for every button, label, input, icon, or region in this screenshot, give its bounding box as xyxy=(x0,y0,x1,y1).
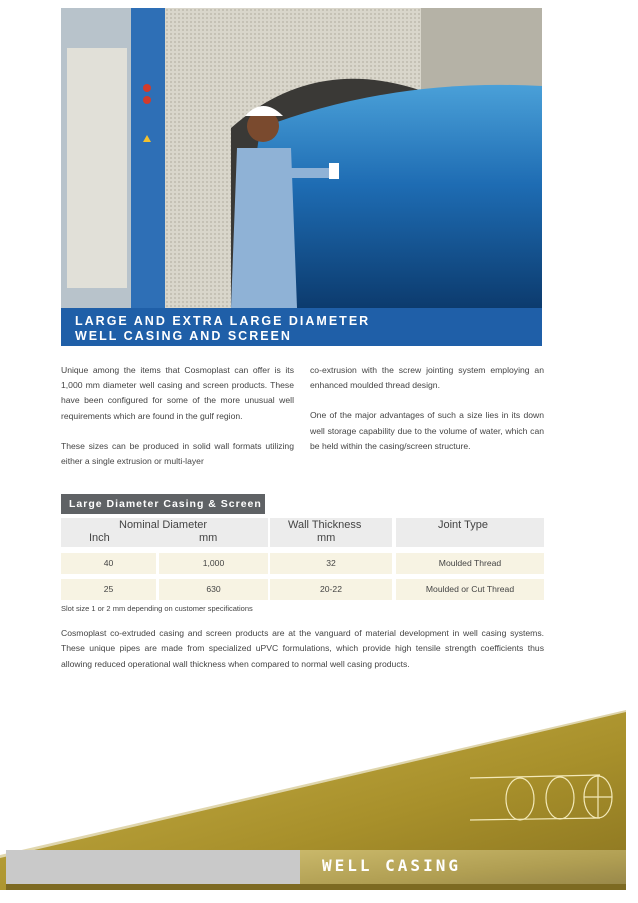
header-mm: mm xyxy=(199,532,218,544)
banner-line-1: LARGE AND EXTRA LARGE DIAMETER xyxy=(75,314,371,328)
table-cell-mm: 630 xyxy=(159,579,268,600)
body-paragraph: Unique among the items that Cosmoplast can offer is its 1,000 mm diameter well casing and screen products. These have been configured for some of the more unusual well requirements which are found in the gulf region. xyxy=(61,365,294,421)
table-cell-joint: Moulded Thread xyxy=(396,553,544,574)
header-joint-type xyxy=(396,518,544,547)
table-footnote: Slot size 1 or 2 mm depending on customer specifications xyxy=(61,604,253,613)
body-paragraph: co-extrusion with the screw jointing system employing an enhanced moulded thread design. xyxy=(310,365,544,391)
machine-worker-illustration xyxy=(61,8,542,308)
table-cell-wall: 20-22 xyxy=(270,579,392,600)
footer-graphic xyxy=(0,700,638,903)
table-cell-wall: 32 xyxy=(270,553,392,574)
header-wall-mm: mm xyxy=(317,532,336,544)
body-paragraph: These sizes can be produced in solid wall formats utilizing either a single extrusion or multi-layer xyxy=(61,440,294,467)
header-inch: Inch xyxy=(89,532,110,544)
closing-paragraph: Cosmoplast co-extruded casing and screen products are at the vanguard of material development in well casing systems. These unique pipes are made from specialized uPVC formulations, which provide high tensile strength coefficients thus allowing reduced operational wall thickness when compared to normal well casing products. xyxy=(61,628,544,669)
table-cell-inch: 40 xyxy=(61,553,156,574)
banner-line-2: WELL CASING AND SCREEN xyxy=(75,329,292,343)
table-cell-inch: 25 xyxy=(61,579,156,600)
hero-photo xyxy=(61,8,542,308)
header-wall-label: Wall Thickness xyxy=(288,519,362,531)
body-paragraph: One of the major advantages of such a size lies in its down well storage capability due to the volume of water, which can be held within the casing/screen structure. xyxy=(310,410,544,451)
header-nominal-label: Nominal Diameter xyxy=(119,519,208,531)
footer-label: WELL CASING xyxy=(322,856,461,875)
header-wall-thickness xyxy=(270,518,392,547)
section-title-banner xyxy=(61,308,542,346)
header-joint-label: Joint Type xyxy=(438,519,488,531)
body-left-column xyxy=(61,363,294,469)
table-title: Large Diameter Casing & Screen xyxy=(61,494,265,514)
table-cell-joint: Moulded or Cut Thread xyxy=(396,579,544,600)
table-cell-mm: 1,000 xyxy=(159,553,268,574)
body-right-column xyxy=(310,363,544,454)
header-nominal-diameter xyxy=(61,518,268,547)
